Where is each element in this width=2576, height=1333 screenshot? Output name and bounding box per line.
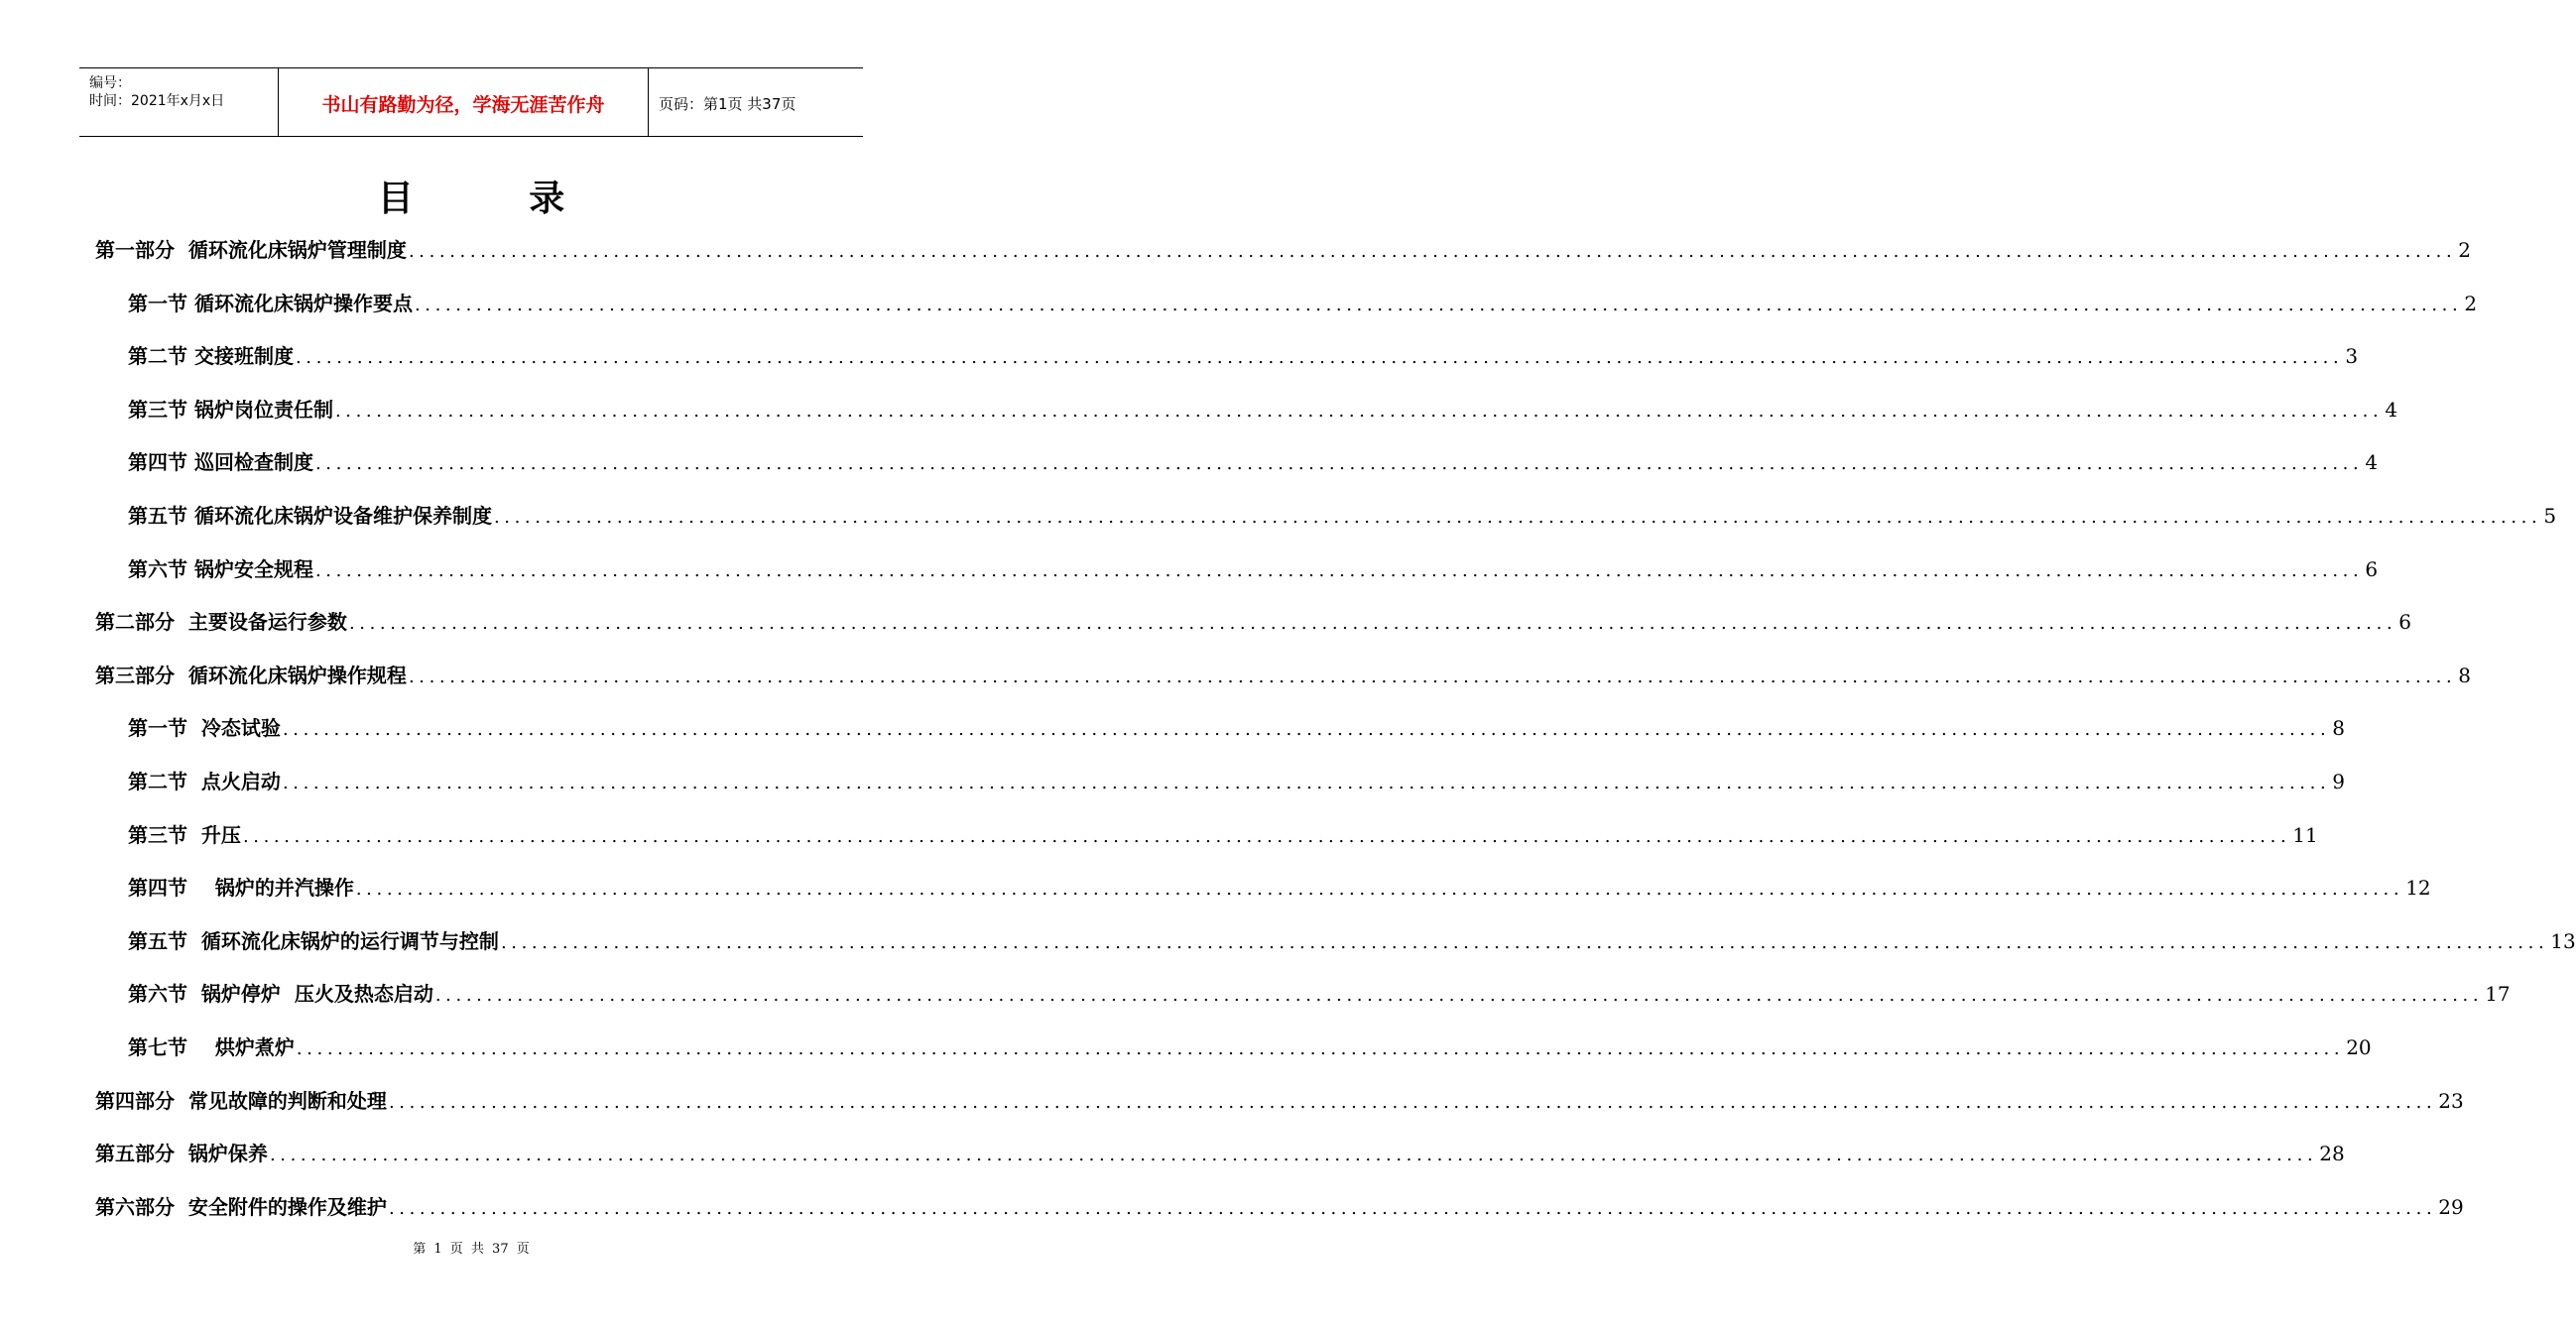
toc-leader-dots: ........................................................................................................................................................................................................ xyxy=(282,719,2331,741)
toc-entry-label: 第四节 锅炉的并汽操作 xyxy=(128,876,354,901)
document-time-label: 时间：2021年x月x日 xyxy=(89,93,225,109)
header-motto-cell xyxy=(279,68,649,136)
toc-entry-page: 6 xyxy=(2398,610,2412,635)
toc-entry-page: 8 xyxy=(2458,663,2472,687)
toc-entry[interactable] xyxy=(95,234,2472,262)
toc-entry[interactable] xyxy=(128,925,2576,953)
toc-entry-label: 第一节 冷态试验 xyxy=(128,716,281,741)
page-header xyxy=(79,67,863,137)
toc-leader-dots: ........................................................................................................................................................................................................ xyxy=(295,347,2344,369)
toc-entry-label: 第五节 循环流化床锅炉的运行调节与控制 xyxy=(128,928,499,953)
toc-entry-page: 9 xyxy=(2332,770,2346,793)
toc-entry[interactable] xyxy=(128,819,2318,847)
toc-entry[interactable] xyxy=(95,606,2412,635)
header-meta-cell xyxy=(79,68,279,136)
toc-leader-dots: ........................................................................................................................................................................................................ xyxy=(269,1145,2318,1166)
toc-entry-page: 12 xyxy=(2405,876,2431,901)
toc-entry-page: 11 xyxy=(2292,822,2318,847)
toc-entry[interactable] xyxy=(128,553,2379,581)
toc-entry-page: 29 xyxy=(2438,1194,2464,1219)
toc-entry-label: 第五节 循环流化床锅炉设备维护保养制度 xyxy=(128,504,492,528)
toc-leader-dots: ........................................................................................................................................................................................................ xyxy=(493,507,2542,528)
toc-entry-label: 第三节 升压 xyxy=(128,822,241,847)
toc-entry[interactable] xyxy=(95,1085,2464,1113)
toc-entry-page: 13 xyxy=(2550,928,2576,953)
header-page-cell xyxy=(649,68,863,136)
toc-entry-page: 20 xyxy=(2346,1035,2372,1059)
toc-entry-page: 2 xyxy=(2464,291,2478,315)
toc-entry-page: 2 xyxy=(2458,238,2472,262)
toc-leader-dots: ........................................................................................................................................................................................................ xyxy=(408,241,2457,262)
toc-leader-dots: ........................................................................................................................................................................................................ xyxy=(500,931,2549,953)
page-footer: 第 1 页 共 37 页 xyxy=(413,1242,530,1257)
header-page-info: 页码：第1页 共37页 xyxy=(659,95,797,113)
toc-leader-dots: ........................................................................................................................................................................................................ xyxy=(334,400,2384,422)
toc-entry-label: 第三节 锅炉岗位责任制 xyxy=(128,397,333,422)
toc-entry-page: 8 xyxy=(2332,716,2346,741)
toc-entry[interactable] xyxy=(128,978,2511,1007)
toc-leader-dots: ........................................................................................................................................................................................................ xyxy=(296,1038,2345,1059)
toc-entry[interactable] xyxy=(95,660,2472,687)
toc-entry[interactable] xyxy=(128,1031,2372,1059)
toc-leader-dots: ........................................................................................................................................................................................................ xyxy=(314,559,2364,581)
toc-entry[interactable] xyxy=(95,1138,2345,1166)
toc-leader-dots: ........................................................................................................................................................................................................ xyxy=(414,294,2463,315)
toc-entry-label: 第四部分 常见故障的判断和处理 xyxy=(95,1088,387,1113)
toc-leader-dots: ........................................................................................................................................................................................................ xyxy=(348,613,2397,635)
toc-title: 目 录 xyxy=(377,179,617,219)
toc-entry-label: 第一节 循环流化床锅炉操作要点 xyxy=(128,291,413,315)
toc-entry-page: 4 xyxy=(2385,397,2398,422)
toc-entry-page: 5 xyxy=(2543,504,2557,528)
toc-entry-label: 第六节 锅炉停炉 压火及热态启动 xyxy=(128,982,433,1007)
toc-entry-label: 第五部分 锅炉保养 xyxy=(95,1142,268,1166)
toc-leader-dots: ........................................................................................................................................................................................................ xyxy=(408,666,2457,687)
toc-leader-dots: ........................................................................................................................................................................................................ xyxy=(242,825,2291,847)
toc-entry-page: 28 xyxy=(2319,1142,2345,1166)
toc-leader-dots: ........................................................................................................................................................................................................ xyxy=(388,1197,2437,1219)
toc-entry-label: 第三部分 循环流化床锅炉操作规程 xyxy=(95,663,407,687)
toc-entry-page: 17 xyxy=(2485,982,2511,1007)
toc-entry-page: 3 xyxy=(2345,344,2359,369)
toc-entry[interactable] xyxy=(128,394,2398,422)
toc-entry-page: 4 xyxy=(2365,450,2379,475)
toc-entry[interactable] xyxy=(128,872,2431,901)
toc-leader-dots: ........................................................................................................................................................................................................ xyxy=(355,879,2404,901)
toc-entry-label: 第一部分 循环流化床锅炉管理制度 xyxy=(95,238,407,262)
toc-leader-dots: ........................................................................................................................................................................................................ xyxy=(434,985,2484,1007)
toc-entry[interactable] xyxy=(128,340,2359,369)
toc-entry[interactable] xyxy=(128,766,2346,793)
toc-entry[interactable] xyxy=(128,712,2346,741)
header-motto: 书山有路勤为径，学海无涯苦作舟 xyxy=(321,94,605,116)
toc-entry-label: 第四节 巡回检查制度 xyxy=(128,450,313,475)
document-number-label: 编号： xyxy=(89,75,131,91)
toc-entry-label: 第七节 烘炉煮炉 xyxy=(128,1035,295,1059)
toc-leader-dots: ........................................................................................................................................................................................................ xyxy=(388,1091,2437,1113)
toc-entry[interactable] xyxy=(128,446,2379,475)
toc-leader-dots: ........................................................................................................................................................................................................ xyxy=(282,773,2331,793)
toc-entry-page: 6 xyxy=(2365,556,2379,581)
toc-entry-label: 第六节 锅炉安全规程 xyxy=(128,556,313,581)
toc-entry[interactable] xyxy=(128,500,2557,528)
toc-entry[interactable] xyxy=(128,288,2478,315)
toc-entry-label: 第二节 点火启动 xyxy=(128,770,281,793)
toc-entry[interactable] xyxy=(95,1191,2464,1219)
toc-entry-label: 第二部分 主要设备运行参数 xyxy=(95,610,347,635)
toc-entry-page: 23 xyxy=(2438,1088,2464,1113)
toc-leader-dots: ........................................................................................................................................................................................................ xyxy=(314,453,2364,475)
toc-entry-label: 第六部分 安全附件的操作及维护 xyxy=(95,1194,387,1219)
toc-entry-label: 第二节 交接班制度 xyxy=(128,344,294,369)
